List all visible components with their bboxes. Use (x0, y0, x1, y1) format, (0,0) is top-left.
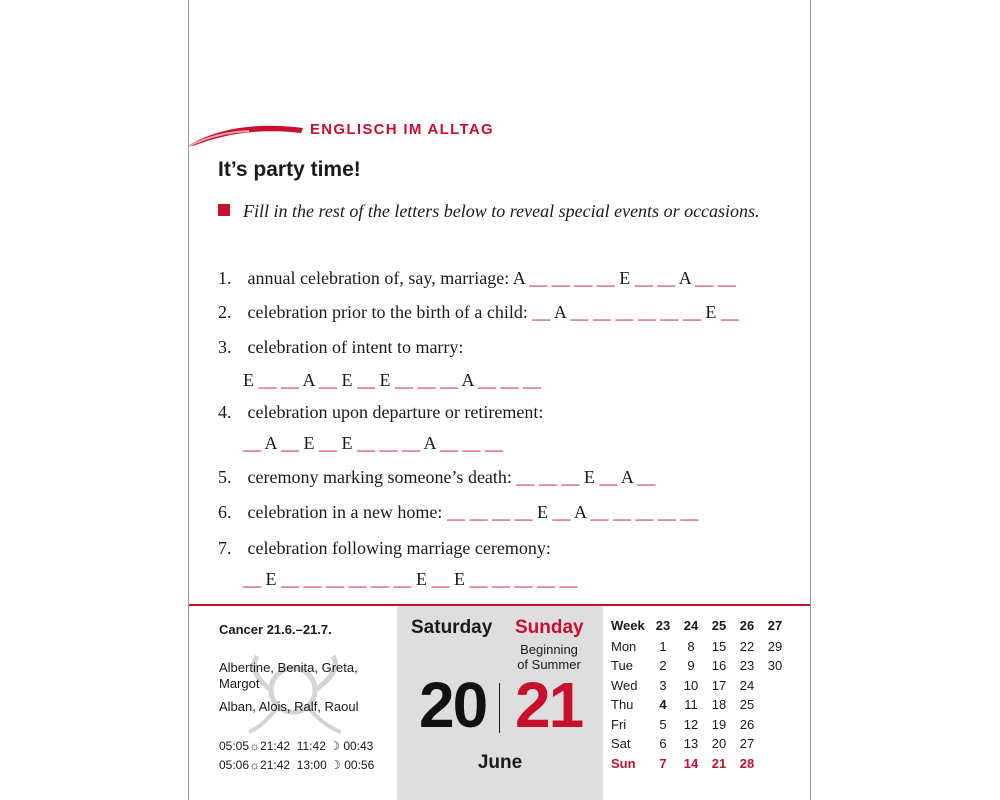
answer-letters: A (458, 370, 479, 390)
answer-blank: __ (551, 268, 570, 288)
calendar-day: 15 (711, 639, 727, 654)
answer-blank: __ (529, 268, 548, 288)
week-number: 24 (683, 618, 699, 633)
answer-blank: __ (243, 569, 261, 589)
answer-letters: A (420, 433, 441, 453)
sunrise-time: 05:06 (219, 758, 250, 772)
answer-blank: __ (500, 370, 519, 390)
answer-blank: __ (485, 433, 504, 453)
answer-blank: __ (657, 502, 676, 522)
answer-blank: __ (637, 302, 656, 322)
answer-pattern (447, 502, 699, 522)
calendar-page (188, 0, 811, 800)
week-number: 25 (711, 618, 727, 633)
calendar-day: 27 (739, 736, 755, 751)
sunset-time: 21:42 (260, 739, 291, 753)
calendar-day: 14 (683, 756, 699, 771)
sun-icon: ☼ (249, 758, 261, 772)
answer-pattern (243, 432, 503, 454)
calendar-day: 6 (659, 736, 667, 751)
answer-letters: E (532, 502, 553, 522)
bullet-square-icon (218, 204, 230, 216)
answer-blank: __ (635, 502, 654, 522)
answer-blank: __ (532, 302, 551, 322)
answer-letters: A (570, 502, 591, 522)
moonset-time: 00:56 (344, 758, 375, 772)
question-5 (218, 466, 798, 488)
date-number-left: 20 (419, 669, 487, 741)
answer-letters: E (261, 569, 281, 589)
sunrise-time: 05:05 (219, 739, 250, 753)
answer-blank: __ (720, 302, 739, 322)
answer-letters: A (550, 302, 571, 322)
answer-blank: __ (319, 370, 338, 390)
season-line-2: of Summer (517, 657, 581, 672)
answer-pattern (243, 369, 541, 391)
answer-blank: __ (469, 569, 488, 589)
moonset-time: 00:43 (343, 739, 374, 753)
name-days-2: Alban, Alois, Ralf, Raoul (219, 699, 359, 714)
calendar-day: 2 (659, 658, 667, 673)
calendar-day: 22 (739, 639, 755, 654)
answer-letters: E (337, 433, 358, 453)
moon-icon: ☽ (330, 758, 341, 772)
answer-letters: E (299, 433, 320, 453)
calendar-day: 26 (739, 717, 755, 732)
answer-pattern (532, 302, 739, 322)
question-4 (218, 401, 798, 423)
question-2 (218, 301, 798, 323)
question-clue: celebration in a new home: (247, 502, 443, 522)
section-title: ENGLISCH IM ALLTAG (310, 121, 494, 138)
day-label: Tue (611, 658, 633, 673)
answer-blank: __ (393, 569, 412, 589)
answer-pattern (516, 467, 655, 487)
answer-letters: E (449, 569, 470, 589)
date-number-right: 21 (515, 669, 583, 741)
answer-blank: __ (281, 433, 300, 453)
answer-blank: __ (462, 433, 481, 453)
answer-blank: __ (371, 569, 389, 589)
answer-letters: E (337, 370, 358, 390)
week-number: 26 (739, 618, 755, 633)
answer-blank: __ (357, 370, 376, 390)
answer-blank: __ (357, 433, 376, 453)
answer-letters: E (243, 370, 259, 390)
question-clue: celebration upon departure or retirement: (247, 402, 544, 422)
question-number: 1. (218, 268, 232, 288)
answer-blank: __ (402, 433, 421, 453)
answer-blank: __ (395, 370, 414, 390)
calendar-day: 7 (659, 756, 667, 771)
answer-blank: __ (695, 268, 714, 288)
day-label: Fri (611, 717, 627, 732)
answer-letters: E (614, 268, 635, 288)
answer-blank: __ (612, 502, 631, 522)
question-clue: celebration following marriage ceremony: (247, 538, 551, 558)
answer-blank: __ (492, 569, 510, 589)
answer-pattern (513, 268, 736, 288)
calendar-day: 10 (683, 678, 699, 693)
calendar-day: 17 (711, 678, 727, 693)
answer-letters: A (512, 268, 530, 288)
answer-blank: __ (440, 370, 459, 390)
calendar-day: 23 (739, 658, 755, 673)
sun-moon-times-1 (219, 739, 373, 753)
answer-blank: __ (552, 502, 571, 522)
answer-blank: __ (680, 502, 699, 522)
answer-blank: __ (660, 302, 679, 322)
answer-blank: __ (514, 569, 533, 589)
calendar-day: 30 (767, 658, 783, 673)
answer-letters: E (700, 302, 721, 322)
month-label: June (477, 752, 523, 773)
answer-blank: __ (243, 433, 261, 453)
day-label: Sun (611, 756, 636, 771)
day-label: Mon (611, 639, 637, 654)
calendar-day: 13 (683, 736, 699, 751)
question-7 (218, 537, 798, 559)
answer-blank: __ (574, 268, 593, 288)
answer-blank: __ (634, 268, 653, 288)
calendar-day: 24 (739, 678, 755, 693)
calendar-day: 29 (767, 639, 783, 654)
answer-blank: __ (538, 467, 557, 487)
question-clue: celebration of intent to marry: (247, 337, 464, 357)
answer-blank: __ (319, 433, 338, 453)
answer-letters: A (675, 268, 696, 288)
answer-letters: E (411, 569, 432, 589)
answer-blank: __ (523, 370, 542, 390)
answer-blank: __ (615, 302, 634, 322)
answer-blank: __ (599, 467, 618, 487)
answer-blank: __ (303, 569, 322, 589)
answer-letters: E (579, 467, 600, 487)
calendar-day: 28 (739, 756, 755, 771)
week-label: Week (611, 618, 645, 633)
answer-blank: __ (559, 569, 578, 589)
day-label: Wed (611, 678, 638, 693)
question-6 (218, 501, 798, 523)
answer-blank: __ (348, 569, 367, 589)
sun-moon-times-2 (219, 758, 374, 772)
season-line-1: Beginning (520, 642, 578, 657)
calendar-day: 21 (711, 756, 727, 771)
answer-blank: __ (561, 467, 580, 487)
question-number: 6. (218, 502, 232, 522)
season-note (503, 642, 595, 672)
instruction-text: Fill in the rest of the letters below to reveal special events or occasions. (243, 201, 760, 221)
calendar-day: 12 (683, 717, 699, 732)
question-number: 7. (218, 538, 232, 558)
calendar-day: 25 (739, 697, 755, 712)
question-clue: annual celebration of, say, marriage: (247, 268, 510, 288)
question-3 (218, 336, 798, 358)
moon-icon: ☽ (329, 739, 340, 753)
answer-pattern (243, 568, 578, 590)
calendar-day: 16 (711, 658, 727, 673)
day-label: Thu (611, 697, 634, 712)
calendar-day: 18 (711, 697, 727, 712)
answer-blank: __ (326, 569, 344, 589)
calendar-day-highlight: 4 (659, 697, 667, 712)
answer-blank: __ (682, 302, 701, 322)
zodiac-label: Cancer 21.6.–21.7. (219, 622, 332, 637)
calendar-day: 3 (659, 678, 667, 693)
sunset-time: 21:42 (260, 758, 291, 772)
answer-blank: __ (431, 569, 450, 589)
date-separator (499, 683, 500, 733)
calendar-day: 9 (687, 658, 695, 673)
calendar-day: 20 (711, 736, 727, 751)
answer-blank: __ (281, 569, 299, 589)
answer-blank: __ (440, 433, 459, 453)
answer-blank: __ (592, 302, 611, 322)
answer-letters: A (299, 370, 320, 390)
instruction (218, 200, 778, 222)
question-number: 5. (218, 467, 232, 487)
calendar-day: 1 (659, 639, 667, 654)
calendar-day: 5 (659, 717, 667, 732)
puzzle-title: It’s party time! (218, 158, 361, 181)
question-clue: ceremony marking someone’s death: (247, 467, 512, 487)
answer-blank: __ (478, 370, 497, 390)
answer-blank: __ (514, 502, 533, 522)
answer-blank: __ (469, 502, 488, 522)
calendar-day: 19 (711, 717, 727, 732)
weekday-sunday: Sunday (515, 617, 584, 638)
moonrise-time: 11:42 (296, 739, 326, 753)
name-days-1: Albertine, Benita, Greta, Margot (219, 660, 358, 691)
answer-blank: __ (417, 370, 436, 390)
answer-blank: __ (379, 433, 398, 453)
question-1 (218, 267, 798, 289)
weekday-saturday: Saturday (411, 617, 493, 638)
answer-letters: E (375, 370, 396, 390)
answer-blank: __ (570, 302, 589, 322)
answer-blank: __ (637, 467, 656, 487)
answer-blank: __ (281, 370, 299, 390)
answer-blank: __ (657, 268, 676, 288)
swoosh-decoration (189, 118, 309, 148)
answer-blank: __ (717, 268, 736, 288)
answer-letters: A (261, 433, 282, 453)
week-number: 23 (655, 618, 671, 633)
question-clue: celebration prior to the birth of a child: (247, 302, 528, 322)
answer-letters: A (617, 467, 638, 487)
week-number: 27 (767, 618, 783, 633)
answer-blank: __ (596, 268, 615, 288)
answer-blank: __ (446, 502, 465, 522)
moonrise-time: 13:00 (296, 758, 327, 772)
answer-blank: __ (537, 569, 555, 589)
question-number: 4. (218, 402, 232, 422)
answer-blank: __ (590, 502, 609, 522)
answer-blank: __ (516, 467, 535, 487)
calendar-day: 11 (684, 697, 698, 712)
day-label: Sat (611, 736, 631, 751)
question-number: 3. (218, 337, 232, 357)
answer-blank: __ (258, 370, 277, 390)
question-number: 2. (218, 302, 232, 322)
calendar-day: 8 (687, 639, 695, 654)
sun-icon: ☼ (249, 739, 261, 753)
answer-blank: __ (491, 502, 510, 522)
